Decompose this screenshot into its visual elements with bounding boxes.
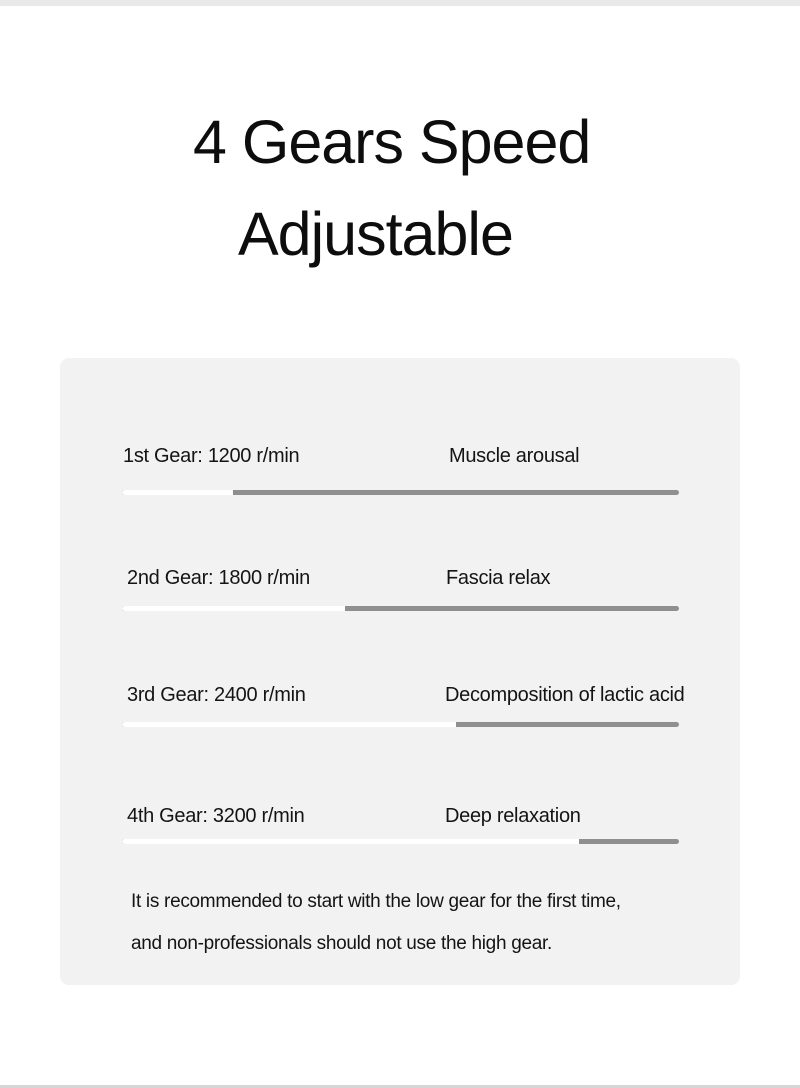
headline-line-1: 4 Gears Speed (193, 108, 591, 176)
gear-1-level-fill (122, 490, 233, 495)
gear-3-label: 3rd Gear: 2400 r/min (127, 684, 306, 706)
headline-line-2: Adjustable (238, 200, 513, 268)
gear-2-effect: Fascia relax (446, 567, 551, 589)
top-border (0, 0, 800, 6)
gear-4-level-fill (122, 839, 579, 844)
gear-1-label: 1st Gear: 1200 r/min (123, 445, 300, 467)
gear-3-effect: Decomposition of lactic acid (445, 684, 685, 706)
gear-speed-panel (60, 358, 740, 985)
gear-2-level-fill (122, 606, 345, 611)
gear-2-label: 2nd Gear: 1800 r/min (127, 567, 310, 589)
gear-3-level-fill (122, 722, 456, 727)
gear-4-label: 4th Gear: 3200 r/min (127, 805, 305, 827)
usage-note-line-1: It is recommended to start with the low gear for the first time, (131, 891, 621, 912)
gear-2-level-bar (122, 606, 679, 611)
gear-1-level-bar (122, 490, 679, 495)
gear-4-level-bar (122, 839, 679, 844)
gear-1-effect: Muscle arousal (449, 445, 580, 467)
gear-3-level-bar (122, 722, 679, 727)
usage-note-line-2: and non-professionals should not use the high gear. (131, 933, 552, 954)
gear-4-effect: Deep relaxation (445, 805, 581, 827)
